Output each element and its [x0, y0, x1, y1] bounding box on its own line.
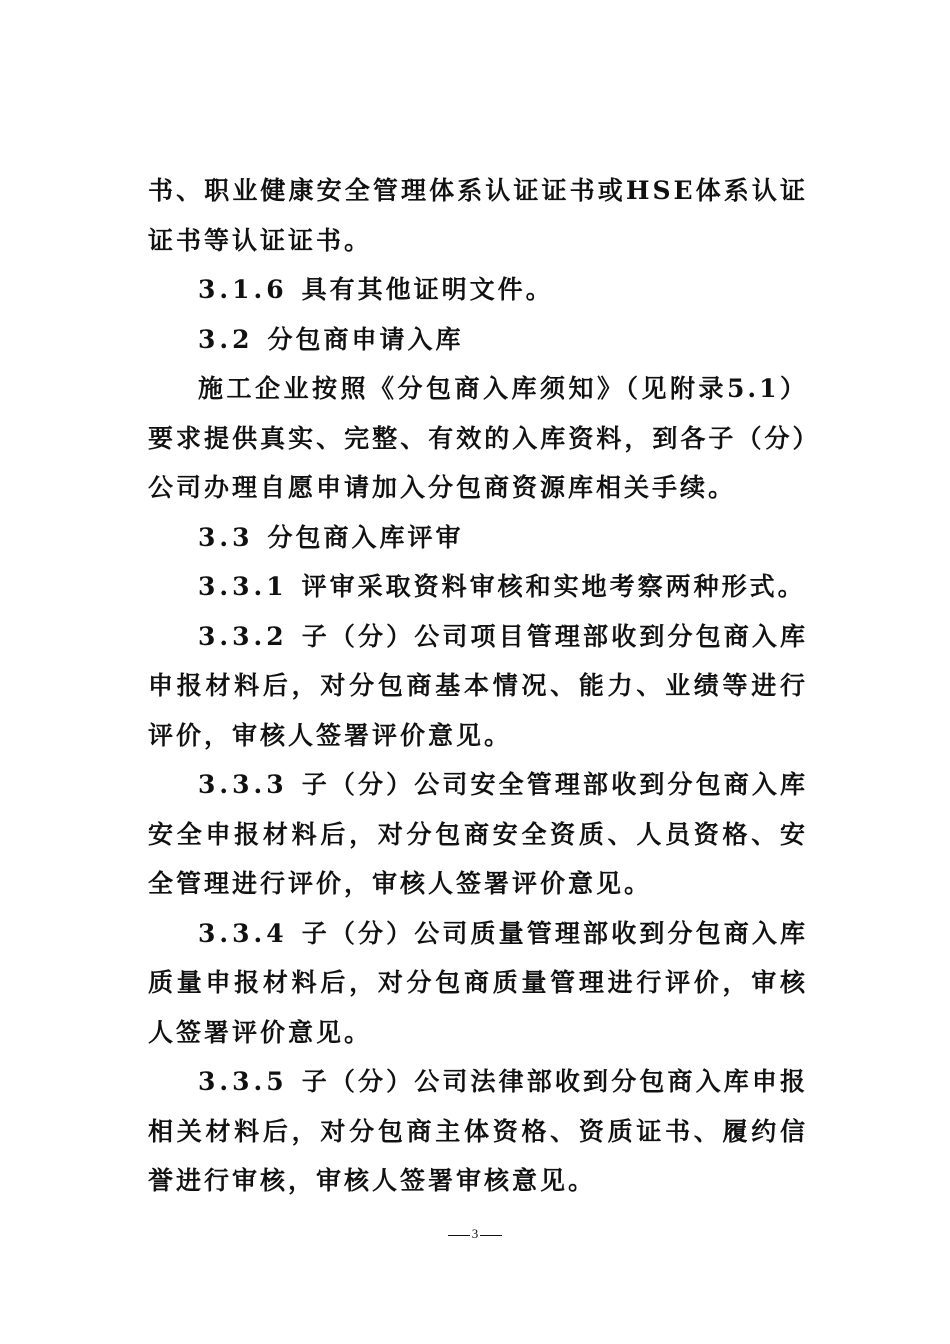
- document-body: [148, 166, 808, 1206]
- section-number: 3.3.2: [198, 621, 288, 651]
- paragraph-text: 子（分）公司法律部收到分包商入库申报相关材料后，对分包商主体资格、资质证书、履约信誉进行审核，审核人签署审核意见。: [148, 1067, 808, 1195]
- paragraph-3-3-2: [148, 612, 808, 761]
- paragraph-3-3-3: [148, 760, 808, 909]
- paragraph-text: 子（分）公司质量管理部收到分包商入库质量申报材料后，对分包商质量管理进行评价，审核人签署评价意见。: [148, 918, 808, 1047]
- section-number: 3.3.4: [198, 918, 288, 948]
- section-number: 3.3.3: [198, 770, 288, 799]
- paragraph-3-2-body: [148, 364, 808, 513]
- paragraph-3-3-1: [148, 562, 808, 612]
- paragraph-text: 书、职业健康安全管理体系认证证书或HSE体系认证证书等认证证书。: [148, 176, 808, 255]
- page-number: 3: [471, 1226, 479, 1241]
- page-footer: [0, 1226, 950, 1242]
- paragraph-text: 具有其他证明文件。: [301, 275, 554, 304]
- paragraph-3-3-5: [148, 1057, 808, 1206]
- paragraph-text: 子（分）公司项目管理部收到分包商入库申报材料后，对分包商基本情况、能力、业绩等进行评价，审核人签署评价意见。: [148, 621, 808, 750]
- section-number: 3.1.6: [198, 275, 288, 304]
- paragraph-3-3-4: [148, 909, 808, 1058]
- heading-3-3: [148, 513, 808, 563]
- paragraph-continuation: [148, 166, 808, 265]
- section-heading: 分包商申请入库: [267, 324, 464, 354]
- heading-3-2: [148, 315, 808, 365]
- paragraph-text: 子（分）公司安全管理部收到分包商入库安全申报材料后，对分包商安全资质、人员资格、安全管理进行评价，审核人签署评价意见。: [148, 770, 808, 898]
- footer-dash-left: [448, 1235, 470, 1236]
- section-heading: 分包商入库评审: [267, 522, 464, 552]
- section-number: 3.3.5: [198, 1067, 288, 1096]
- paragraph-text: 评审采取资料审核和实地考察两种形式。: [301, 572, 806, 601]
- paragraph-3-1-6: [148, 265, 808, 315]
- section-number: 3.3.1: [198, 572, 288, 601]
- paragraph-text: 施工企业按照《分包商入库须知》（见附录5.1）要求提供真实、完整、有效的入库资料，到各子（分）公司办理自愿申请加入分包商资源库相关手续。: [148, 374, 808, 502]
- section-number: 3.3: [198, 522, 254, 552]
- section-number: 3.2: [198, 324, 254, 354]
- footer-dash-right: [480, 1235, 502, 1236]
